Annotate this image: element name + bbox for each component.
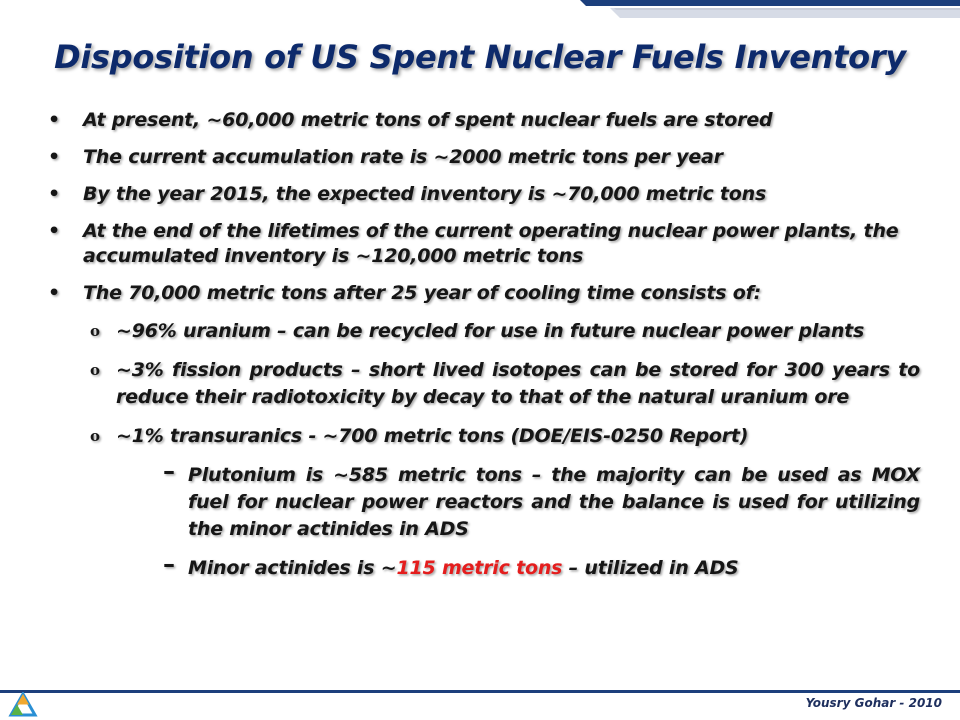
minor-actinides-suffix: – utilized in ADS (562, 557, 739, 579)
bullet-item (48, 219, 920, 269)
sub-bullet-item (48, 423, 920, 450)
bullet-text: The current accumulation rate is ~2000 metric tons per year (83, 146, 723, 168)
bullet-dot-icon: • (48, 183, 60, 205)
bullet-item (48, 145, 920, 170)
plutonium-text: Plutonium is ~585 metric tons – the majority can be used as MOX fuel for nuclear power reactors and the balance is used for utilizing the minor actinides in ADS (188, 464, 920, 540)
bullet-dot-icon: • (48, 109, 60, 131)
bullet-text: By the year 2015, the expected inventory is ~70,000 metric tons (83, 183, 767, 205)
bullet-list (48, 108, 920, 306)
footer-divider (0, 690, 960, 693)
sub-sub-bullet-item (48, 550, 920, 582)
bullet-text: At the end of the lifetimes of the current operating nuclear power plants, the accumulated inventory is ~120,000 metric tons (83, 220, 899, 267)
bullet-dot-icon: • (48, 220, 60, 242)
bullet-item (48, 281, 920, 306)
sub-bullet-text: ~3% fission products – short lived isotopes can be stored for 300 years to reduce their radiotoxicity by decay to that of the natural uranium ore (116, 359, 920, 408)
sub-bullet-item (48, 318, 920, 345)
sub-bullet-item (48, 357, 920, 411)
minor-actinides-highlight: 115 metric tons (396, 557, 563, 579)
circle-bullet-icon: o (90, 322, 100, 340)
corner-decoration (580, 0, 960, 20)
circle-bullet-icon: o (90, 361, 100, 379)
sub-bullet-list (48, 318, 920, 450)
dash-bullet-icon: – (163, 550, 175, 578)
bullet-item (48, 182, 920, 207)
sub-bullet-text: ~1% transuranics - ~700 metric tons (DOE/EIS-0250 Report) (116, 425, 749, 447)
argonne-logo-icon (8, 692, 38, 718)
bullet-text: The 70,000 metric tons after 25 year of cooling time consists of: (83, 282, 762, 304)
dash-bullet-icon: – (163, 457, 175, 485)
sub-sub-bullet-item (48, 457, 920, 543)
bullet-item (48, 108, 920, 133)
circle-bullet-icon: o (90, 427, 100, 445)
sub-bullet-text: ~96% uranium – can be recycled for use in future nuclear power plants (116, 320, 865, 342)
slide-content (48, 108, 920, 594)
bullet-dot-icon: • (48, 146, 60, 168)
slide-title: Disposition of US Spent Nuclear Fuels Inventory (54, 38, 906, 76)
bullet-dot-icon: • (48, 282, 60, 304)
footer-author: Yousry Gohar - 2010 (805, 696, 942, 710)
minor-actinides-prefix: Minor actinides is ~ (188, 557, 397, 579)
bullet-text: At present, ~60,000 metric tons of spent nuclear fuels are stored (83, 109, 773, 131)
sub-sub-bullet-list (48, 457, 920, 582)
